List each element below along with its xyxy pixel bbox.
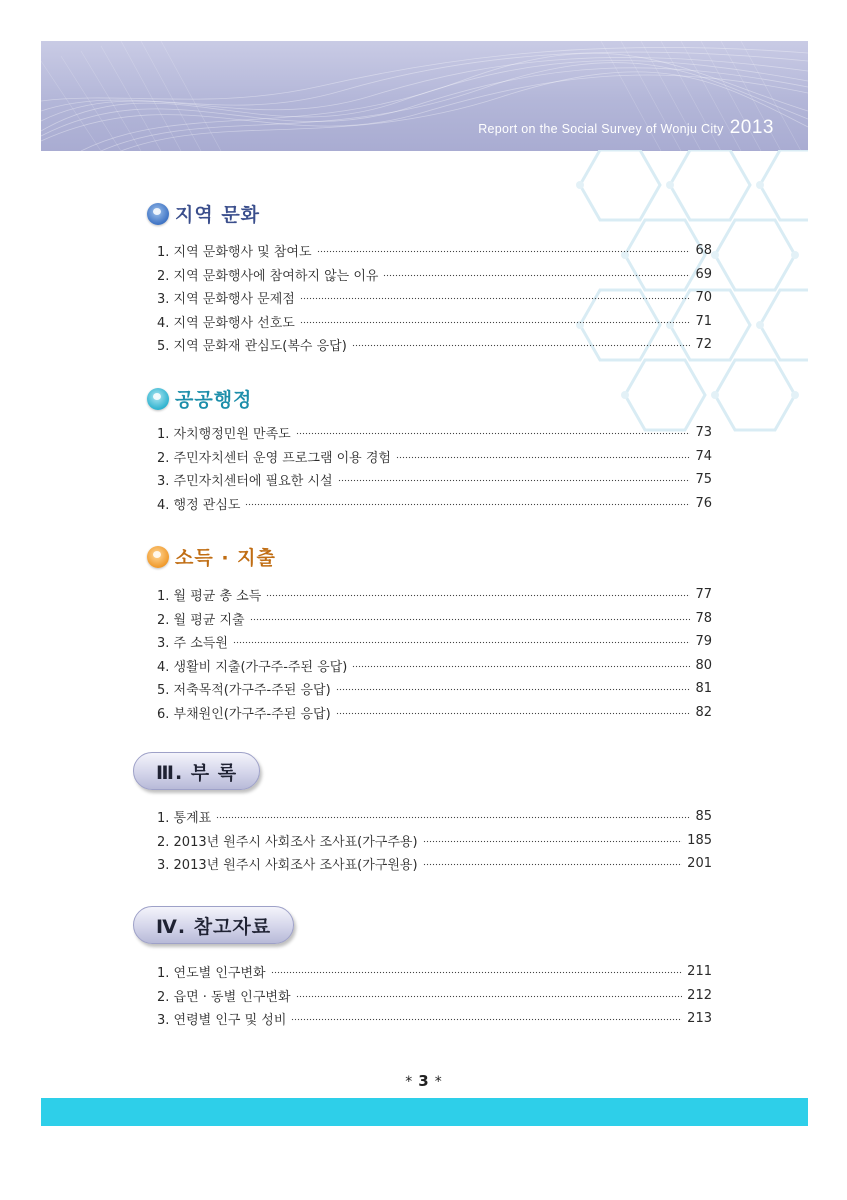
toc-entry[interactable]: [157, 263, 712, 287]
toc-entry[interactable]: [157, 654, 712, 678]
dot-leader: [216, 816, 690, 819]
dot-leader: [245, 503, 690, 506]
dot-leader: [352, 665, 690, 668]
section-heading-local-culture: [147, 200, 260, 227]
toc-entry[interactable]: [157, 421, 712, 445]
toc-entry-label: 5. 저축목적(가구주-주된 응답): [157, 683, 331, 699]
dot-leader: [338, 479, 691, 482]
toc-page-number: 185: [687, 832, 712, 848]
toc-page-number: 77: [695, 587, 712, 603]
toc-entry-label: 1. 지역 문화행사 및 참여도: [157, 245, 312, 261]
toc-entry-label: 3. 주 소득원: [157, 636, 228, 652]
toc-entry-label: 2. 월 평균 지출: [157, 612, 245, 628]
dot-leader: [291, 1018, 682, 1021]
toc-page-number: 75: [695, 472, 712, 488]
dot-leader: [300, 321, 691, 324]
page-ornament-left: *: [405, 1074, 413, 1090]
toc-list-references: [157, 960, 712, 1031]
toc-entry[interactable]: [157, 852, 712, 876]
toc-entry-label: 2. 주민자치센터 운영 프로그램 이용 경험: [157, 450, 391, 466]
dot-leader: [423, 840, 683, 843]
toc-entry-label: 1. 월 평균 총 소득: [157, 589, 262, 605]
section-heading-public-administration: [147, 385, 252, 412]
toc-page-number: 79: [695, 634, 712, 650]
toc-entry-label: 6. 부채원인(가구주-주된 응답): [157, 706, 331, 722]
toc-entry-label: 4. 생활비 지출(가구주-주된 응답): [157, 659, 348, 675]
dot-leader: [300, 297, 691, 300]
toc-entry[interactable]: [157, 607, 712, 631]
toc-entry-label: 3. 지역 문화행사 문제점: [157, 292, 295, 308]
toc-list-public-administration: [157, 421, 712, 515]
toc-entry-label: 2. 지역 문화행사에 참여하지 않는 이유: [157, 268, 379, 284]
toc-page-number: 82: [695, 704, 712, 720]
part-heading-appendix: [133, 752, 260, 790]
toc-entry[interactable]: [157, 583, 712, 607]
toc-page-number: 213: [687, 1011, 712, 1027]
toc-entry-label: 4. 지역 문화행사 선호도: [157, 315, 295, 331]
dot-leader: [317, 250, 691, 253]
dot-leader: [336, 712, 691, 715]
toc-page-number: 81: [695, 681, 712, 697]
toc-entry[interactable]: [157, 239, 712, 263]
toc-entry[interactable]: [157, 677, 712, 701]
toc-page-number: 68: [695, 243, 712, 259]
toc-entry[interactable]: [157, 701, 712, 725]
toc-page-number: 80: [695, 657, 712, 673]
toc-entry[interactable]: [157, 960, 712, 984]
page-number-value: 3: [418, 1072, 429, 1090]
toc-entry-label: 3. 주민자치센터에 필요한 시설: [157, 474, 333, 490]
toc-page-number: 78: [695, 610, 712, 626]
toc-page-number: 201: [687, 856, 712, 872]
bullet-orb-icon: [147, 203, 169, 225]
bullet-orb-icon: [147, 388, 169, 410]
toc-entry-label: 2. 읍면 · 동별 인구변화: [157, 989, 291, 1005]
toc-entry[interactable]: [157, 286, 712, 310]
footer-bar: [41, 1098, 808, 1126]
toc-entry-label: 1. 통계표: [157, 811, 212, 827]
report-title: [478, 117, 774, 139]
toc-page-number: 72: [695, 337, 712, 353]
toc-entry-label: 4. 행정 관심도: [157, 497, 241, 513]
dot-leader: [352, 344, 691, 347]
toc-entry[interactable]: [157, 805, 712, 829]
dot-leader: [396, 456, 690, 459]
toc-entry[interactable]: [157, 310, 712, 334]
section-heading-text: 지역 문화: [175, 204, 261, 226]
toc-entry[interactable]: [157, 445, 712, 469]
section-heading-income-expenditure: [147, 543, 276, 570]
dot-leader: [383, 274, 690, 277]
section-heading-text: 공공행정: [175, 389, 253, 411]
toc-page-number: 69: [695, 266, 712, 282]
toc-entry[interactable]: [157, 1007, 712, 1031]
report-year: 2013: [729, 117, 774, 138]
toc-page-number: 76: [695, 495, 712, 511]
toc-entry-label: 1. 자치행정민원 만족도: [157, 427, 291, 443]
toc-page-number: 85: [695, 809, 712, 825]
header-banner: [41, 41, 808, 151]
toc-entry-label: 3. 2013년 원주시 사회조사 조사표(가구원용): [157, 858, 418, 874]
toc-entry[interactable]: [157, 984, 712, 1008]
dot-leader: [296, 432, 691, 435]
toc-list-appendix: [157, 805, 712, 876]
report-title-text: Report on the Social Survey of Wonju City: [478, 122, 724, 136]
toc-entry-label: 5. 지역 문화재 관심도(복수 응답): [157, 339, 347, 355]
dot-leader: [423, 863, 683, 866]
toc-entry[interactable]: [157, 333, 712, 357]
page-ornament-right: *: [434, 1074, 442, 1090]
toc-page-number: 212: [687, 987, 712, 1003]
bullet-orb-icon: [147, 546, 169, 568]
dot-leader: [336, 688, 691, 691]
toc-page-number: 71: [695, 313, 712, 329]
toc-entry[interactable]: [157, 492, 712, 516]
toc-entry-label: 3. 연령별 인구 및 성비: [157, 1013, 287, 1029]
dot-leader: [271, 971, 683, 974]
toc-page-number: 211: [687, 964, 712, 980]
page-number: [0, 1072, 847, 1090]
dot-leader: [266, 594, 690, 597]
toc-entry[interactable]: [157, 829, 712, 853]
dot-leader: [296, 995, 683, 998]
toc-page-number: 70: [695, 290, 712, 306]
toc-entry-label: 2. 2013년 원주시 사회조사 조사표(가구주용): [157, 834, 418, 850]
toc-page-number: 74: [695, 448, 712, 464]
section-heading-text: 소득 · 지출: [175, 547, 276, 569]
part-heading-text: Ⅲ. 부 록: [156, 761, 238, 784]
toc-page-number: 73: [695, 425, 712, 441]
part-heading-references: [133, 906, 294, 944]
dot-leader: [250, 618, 691, 621]
toc-list-local-culture: [157, 239, 712, 357]
dot-leader: [233, 641, 691, 644]
toc-entry[interactable]: [157, 468, 712, 492]
toc-entry[interactable]: [157, 630, 712, 654]
part-heading-text: Ⅳ. 참고자료: [156, 915, 272, 938]
toc-entry-label: 1. 연도별 인구변화: [157, 966, 266, 982]
toc-list-income-expenditure: [157, 583, 712, 724]
